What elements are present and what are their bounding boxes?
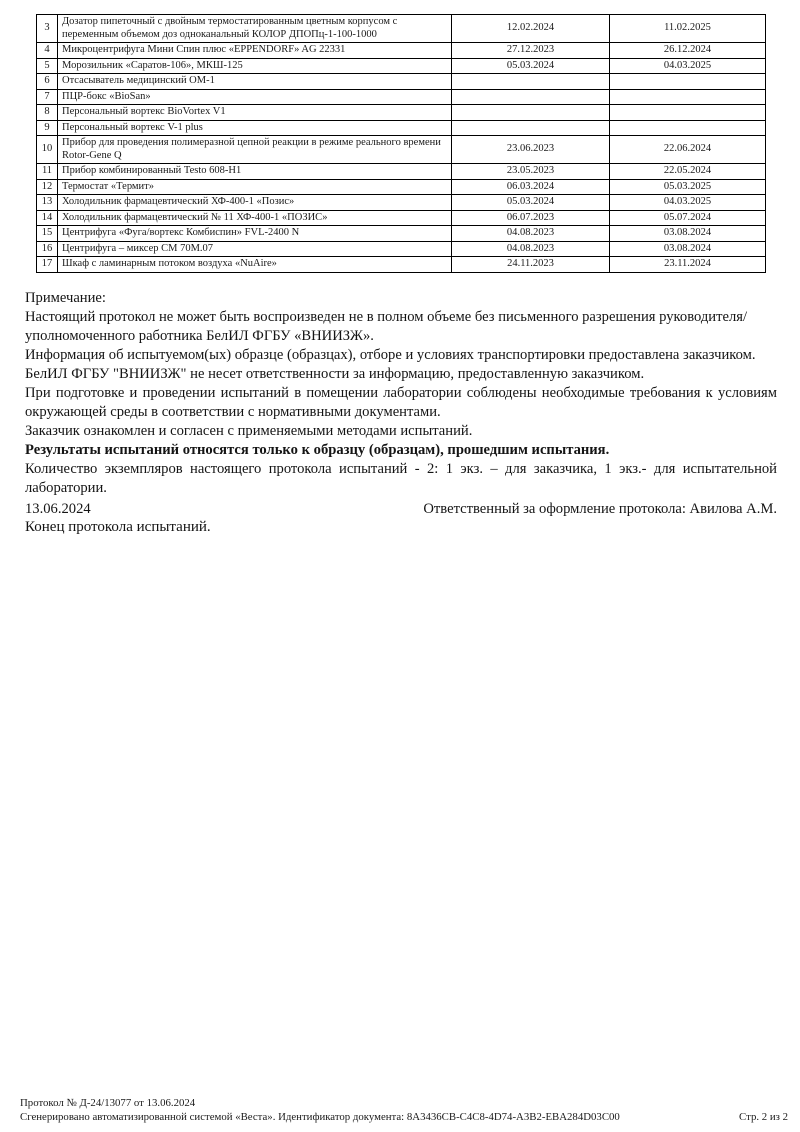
table-row	[37, 136, 766, 164]
protocol-date: 13.06.2024	[25, 501, 91, 517]
page-footer	[20, 1096, 788, 1124]
notes-title: Примечание:	[25, 290, 106, 306]
verification-date-cell	[452, 74, 610, 90]
valid-until-date-cell: 05.07.2024	[610, 210, 766, 226]
equipment-name-cell: Холодильник фармацевтический ХФ-400-1 «Позис»	[58, 195, 452, 211]
verification-date-cell: 06.07.2023	[452, 210, 610, 226]
responsible-person: Ответственный за оформление протокола: Авилова А.М.	[423, 501, 777, 517]
note-paragraph-results: Результаты испытаний относятся только к образцу (образцам), прошедшим испытания.	[25, 442, 610, 458]
row-number-cell: 13	[37, 195, 58, 211]
verification-date-cell: 04.08.2023	[452, 226, 610, 242]
table-row	[37, 120, 766, 136]
row-number-cell: 8	[37, 105, 58, 121]
table-row	[37, 105, 766, 121]
valid-until-date-cell	[610, 89, 766, 105]
end-of-protocol-line: Конец протокола испытаний.	[25, 519, 211, 535]
verification-date-cell	[452, 105, 610, 121]
row-number-cell: 5	[37, 58, 58, 74]
equipment-name-cell: Морозильник «Саратов-106», МКШ-125	[58, 58, 452, 74]
row-number-cell: 7	[37, 89, 58, 105]
table-row	[37, 15, 766, 43]
verification-date-cell	[452, 120, 610, 136]
valid-until-date-cell: 22.06.2024	[610, 136, 766, 164]
verification-date-cell: 05.03.2024	[452, 58, 610, 74]
valid-until-date-cell: 05.03.2025	[610, 179, 766, 195]
note-paragraph: Заказчик ознакомлен и согласен с применяемыми методами испытаний.	[25, 423, 473, 439]
row-number-cell: 3	[37, 15, 58, 43]
table-row	[37, 241, 766, 257]
equipment-name-cell: Дозатор пипеточный с двойным термостатированным цветным корпусом с переменным объемом доз одноканальный КОЛОР ДПОПц-1-100-1000	[58, 15, 452, 43]
equipment-name-cell: Прибор комбинированный Testo 608-H1	[58, 164, 452, 180]
equipment-name-cell: Шкаф с ламинарным потоком воздуха «NuAire»	[58, 257, 452, 273]
equipment-name-cell: Отсасыватель медицинский ОМ-1	[58, 74, 452, 90]
verification-date-cell: 12.02.2024	[452, 15, 610, 43]
equipment-name-cell: Персональный вортекс V-1 plus	[58, 120, 452, 136]
table-row	[37, 179, 766, 195]
verification-date-cell: 04.08.2023	[452, 241, 610, 257]
valid-until-date-cell: 11.02.2025	[610, 15, 766, 43]
verification-date-cell: 24.11.2023	[452, 257, 610, 273]
row-number-cell: 11	[37, 164, 58, 180]
valid-until-date-cell	[610, 105, 766, 121]
table-row	[37, 89, 766, 105]
row-number-cell: 6	[37, 74, 58, 90]
row-number-cell: 17	[37, 257, 58, 273]
verification-date-cell: 27.12.2023	[452, 43, 610, 59]
table-row	[37, 74, 766, 90]
table-row	[37, 226, 766, 242]
valid-until-date-cell	[610, 74, 766, 90]
valid-until-date-cell: 04.03.2025	[610, 195, 766, 211]
row-number-cell: 16	[37, 241, 58, 257]
verification-date-cell: 23.05.2023	[452, 164, 610, 180]
valid-until-date-cell: 22.05.2024	[610, 164, 766, 180]
table-row	[37, 58, 766, 74]
valid-until-date-cell: 23.11.2024	[610, 257, 766, 273]
equipment-name-cell: Прибор для проведения полимеразной цепной реакции в режиме реального времени Rotor-Gene Q	[58, 136, 452, 164]
row-number-cell: 12	[37, 179, 58, 195]
equipment-name-cell: Микроцентрифуга Мини Спин плюс «EPPENDORF» AG 22331	[58, 43, 452, 59]
row-number-cell: 4	[37, 43, 58, 59]
equipment-name-cell: Центрифуга – миксер СМ 70М.07	[58, 241, 452, 257]
signature-row	[25, 500, 777, 519]
valid-until-date-cell	[610, 120, 766, 136]
footer-protocol-number: Протокол № Д-24/13077 от 13.06.2024	[20, 1097, 196, 1109]
note-paragraph: Количество экземпляров настоящего протокола испытаний - 2: 1 экз. – для заказчика, 1 экз.- для испытательной лаборатории.	[25, 461, 777, 496]
verification-date-cell: 23.06.2023	[452, 136, 610, 164]
equipment-name-cell: Холодильник фармацевтический № 11 ХФ-400-1 «ПОЗИС»	[58, 210, 452, 226]
notes-section	[25, 289, 777, 498]
row-number-cell: 10	[37, 136, 58, 164]
equipment-name-cell: Центрифуга «Фуга/вортекс Комбиспин» FVL-2400 N	[58, 226, 452, 242]
verification-date-cell: 06.03.2024	[452, 179, 610, 195]
footer-generated-line: Сгенерировано автоматизированной системой «Веста». Идентификатор документа: 8A3436CB-C4C8-4D74-A3B2-EBA284D03C00	[20, 1111, 620, 1123]
equipment-name-cell: ПЦР-бокс «BioSan»	[58, 89, 452, 105]
equipment-name-cell: Персональный вортекс BioVortex V1	[58, 105, 452, 121]
note-paragraph: При подготовке и проведении испытаний в помещении лаборатории соблюдены необходимые требования к условиям окружающей среды в соответствии с нормативными документами.	[25, 385, 777, 420]
valid-until-date-cell: 03.08.2024	[610, 226, 766, 242]
verification-date-cell	[452, 89, 610, 105]
equipment-table	[36, 14, 766, 273]
table-row	[37, 164, 766, 180]
note-paragraph: Настоящий протокол не может быть воспроизведен не в полном объеме без письменного разрешения руководителя/уполномоченного работника БелИЛ ФГБУ «ВНИИЗЖ».	[25, 309, 748, 344]
note-paragraph: БелИЛ ФГБУ "ВНИИЗЖ" не несет ответственности за информацию, предоставленную заказчиком.	[25, 366, 645, 382]
valid-until-date-cell: 04.03.2025	[610, 58, 766, 74]
table-row	[37, 195, 766, 211]
equipment-name-cell: Термостат «Термит»	[58, 179, 452, 195]
valid-until-date-cell: 26.12.2024	[610, 43, 766, 59]
verification-date-cell: 05.03.2024	[452, 195, 610, 211]
valid-until-date-cell: 03.08.2024	[610, 241, 766, 257]
table-row	[37, 43, 766, 59]
row-number-cell: 9	[37, 120, 58, 136]
note-paragraph: Информация об испытуемом(ых) образце (образцах), отборе и условиях транспортировки предоставлена заказчиком.	[25, 347, 756, 363]
footer-page-number: Стр. 2 из 2	[739, 1111, 788, 1123]
row-number-cell: 14	[37, 210, 58, 226]
table-row	[37, 257, 766, 273]
row-number-cell: 15	[37, 226, 58, 242]
table-row	[37, 210, 766, 226]
